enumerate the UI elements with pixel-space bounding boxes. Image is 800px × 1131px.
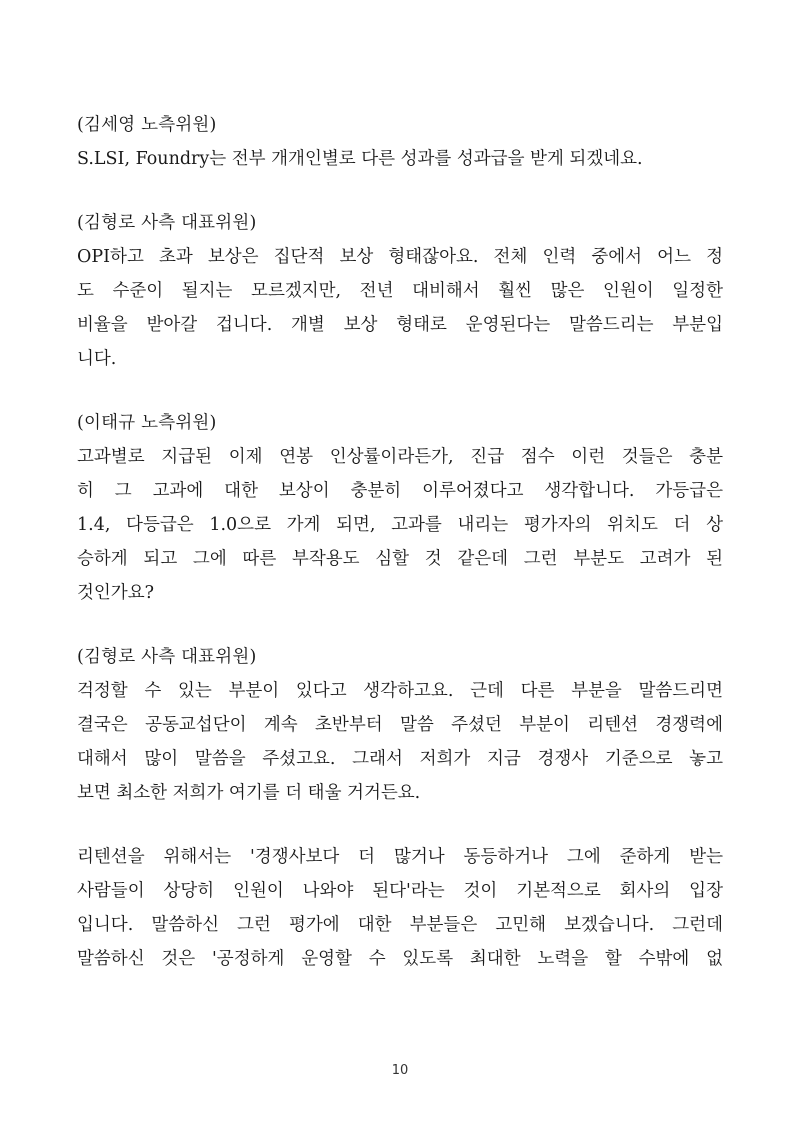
paragraph-line: 결국은 공동교섭단이 계속 초반부터 말씀 주셨던 부분이 리텐션 경쟁력에: [77, 715, 723, 735]
paragraph-line: 1.4, 다등급은 1.0으로 가게 되면, 고과를 내리는 평가자의 위치도 더 상: [77, 515, 723, 535]
paragraph-line: 비율을 받아갈 겁니다. 개별 보상 형태로 운영된다는 말씀드리는 부분입: [77, 315, 723, 335]
speaker-label: (김형로 사측 대표위원): [77, 213, 257, 233]
paragraph-line: 고과별로 지급된 이제 연봉 인상률이라든가, 진급 점수 이런 것들은 충분: [77, 447, 723, 467]
paragraph-line: 말씀하신 것은 '공정하게 운영할 수 있도록 최대한 노력을 할 수밖에 없: [77, 949, 723, 969]
paragraph-line: OPI하고 초과 보상은 집단적 보상 형태잖아요. 전체 인력 중에서 어느 정: [77, 247, 723, 267]
transcript-block: [77, 206, 723, 376]
transcript-block: [77, 108, 723, 176]
page-number: 10: [391, 1063, 409, 1078]
paragraph-line: 대해서 많이 말씀을 주셨고요. 그래서 저희가 지금 경쟁사 기준으로 놓고: [77, 749, 723, 769]
paragraph-line: 도 수준이 될지는 모르겠지만, 전년 대비해서 훨씬 많은 인원이 일정한: [77, 281, 723, 301]
transcript-block: [77, 840, 723, 976]
paragraph-line: 것인가요?: [77, 583, 155, 603]
paragraph-line: 니다.: [77, 349, 117, 369]
speaker-label: (김형로 사측 대표위원): [77, 647, 257, 667]
paragraph-line: 보면 최소한 저희가 여기를 더 태울 거거든요.: [77, 783, 421, 803]
paragraph-line: 승하게 되고 그에 따른 부작용도 심할 것 같은데 그런 부분도 고려가 된: [77, 549, 723, 569]
paragraph-line: 입니다. 말씀하신 그런 평가에 대한 부분들은 고민해 보겠습니다. 그런데: [77, 915, 723, 935]
paragraph-line: 리텐션을 위해서는 '경쟁사보다 더 많거나 동등하거나 그에 준하게 받는: [77, 847, 723, 867]
speaker-label: (이태규 노측위원): [77, 413, 217, 433]
paragraph-line: 사람들이 상당히 인원이 나와야 된다'라는 것이 기본적으로 회사의 입장: [77, 881, 723, 901]
paragraph-line: S.LSI, Foundry는 전부 개개인별로 다른 성과를 성과급을 받게 되겠네요.: [77, 149, 643, 169]
transcript-block: [77, 640, 723, 810]
document-body: [77, 108, 723, 1006]
transcript-block: [77, 406, 723, 610]
speaker-label: (김세영 노측위원): [77, 115, 217, 135]
paragraph-line: 히 그 고과에 대한 보상이 충분히 이루어졌다고 생각합니다. 가등급은: [77, 481, 723, 501]
paragraph-line: 걱정할 수 있는 부분이 있다고 생각하고요. 근데 다른 부분을 말씀드리면: [77, 681, 723, 701]
